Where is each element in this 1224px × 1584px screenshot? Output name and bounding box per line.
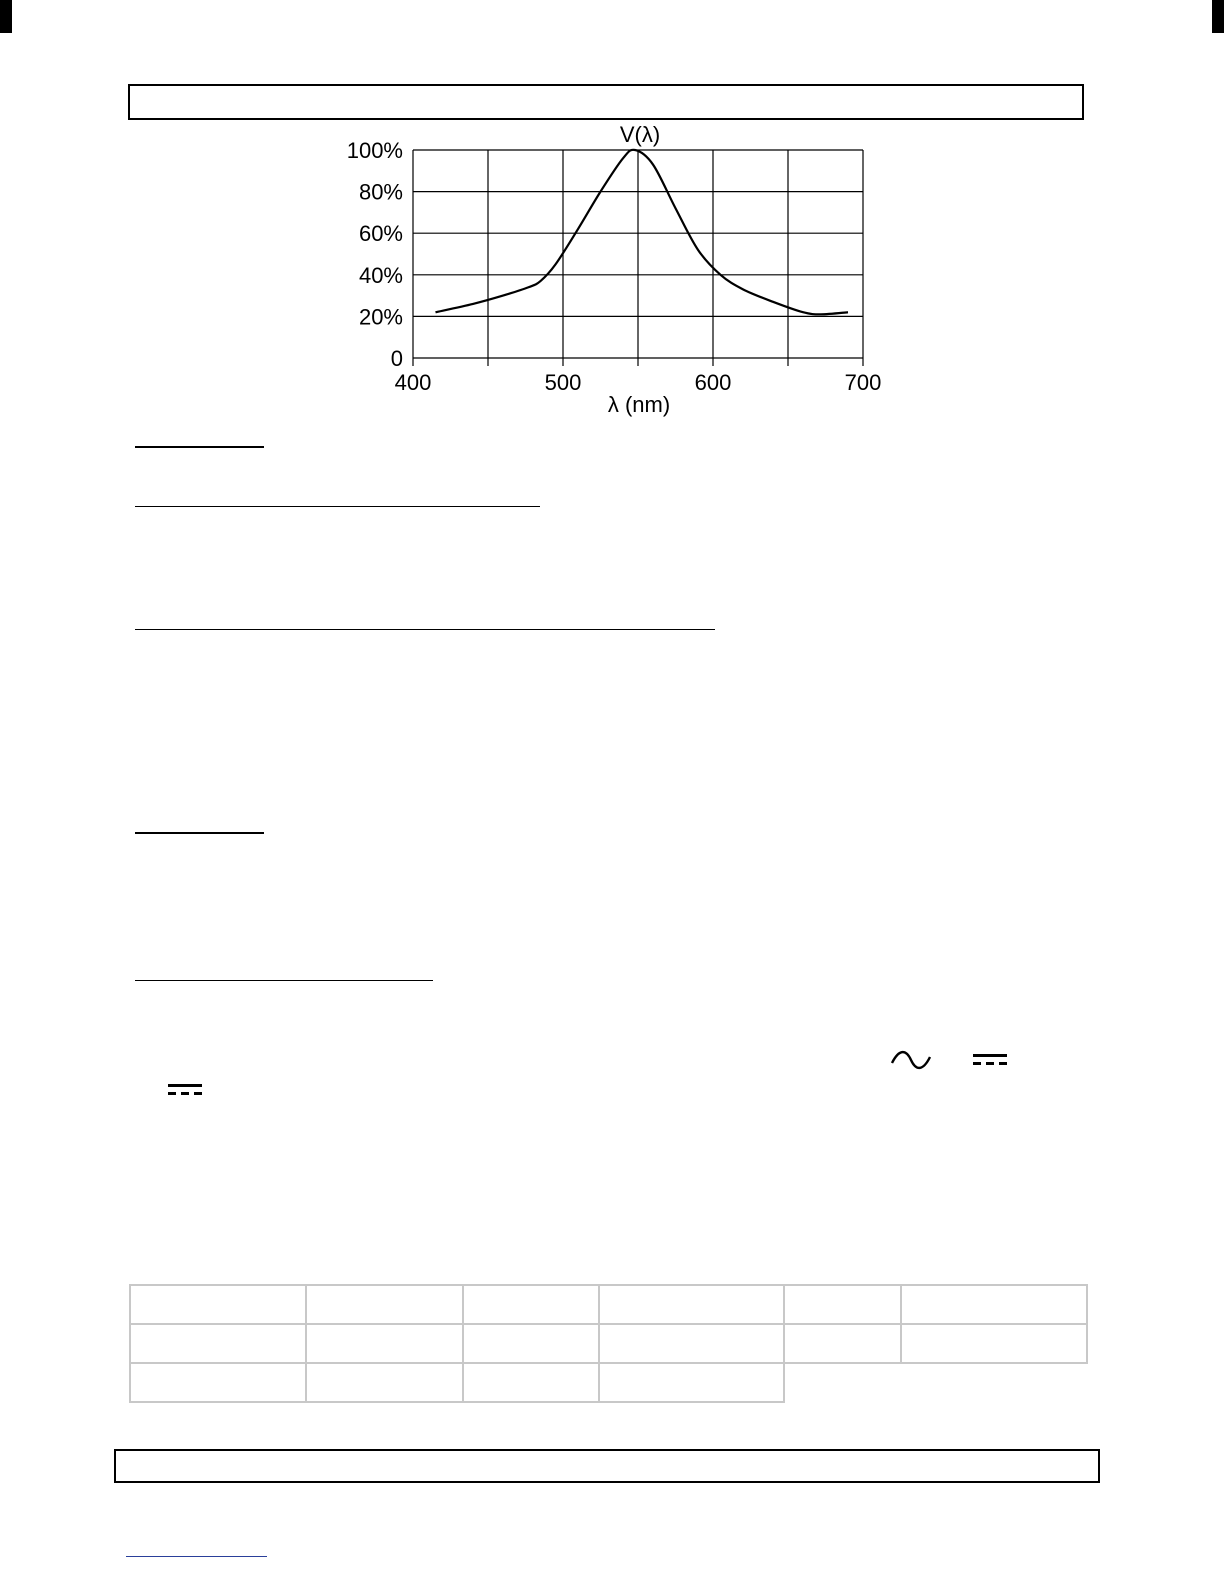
page-edge-marker-left (0, 0, 12, 33)
y-axis-tick-labels (347, 138, 403, 371)
table-row (130, 1285, 1087, 1324)
table-cell (784, 1285, 901, 1324)
table-cell (599, 1285, 784, 1324)
y-tick-label: 100% (346, 138, 403, 163)
specifications-table (129, 1284, 1088, 1403)
footer-link-underline[interactable] (126, 1556, 267, 1557)
table-cell (599, 1363, 784, 1402)
table-cell (463, 1324, 599, 1363)
section-heading-underline-1 (135, 446, 264, 448)
series-line-v-lambda (436, 150, 849, 315)
dc-symbol-icon (167, 1082, 203, 1098)
table-cell (463, 1285, 599, 1324)
page-footer-frame (114, 1449, 1100, 1483)
y-tick-label: 40% (358, 262, 403, 288)
page-header-frame (128, 84, 1084, 120)
table-cell (901, 1285, 1087, 1324)
page-edge-marker-right (1212, 0, 1224, 33)
x-tick-label: 600 (694, 370, 732, 395)
y-tick-label: 60% (358, 221, 403, 247)
table-cell (306, 1285, 463, 1324)
y-tick-label: 0 (390, 346, 403, 371)
table-cell (130, 1285, 306, 1324)
x-axis-label: λ (nm) (607, 392, 671, 417)
table-cell (463, 1363, 599, 1402)
y-tick-label: 20% (358, 304, 403, 330)
chart-title: V(λ) (619, 122, 661, 147)
section-heading-underline-2 (135, 832, 264, 834)
subsection-underline-2 (135, 629, 715, 630)
luminosity-curve-chart (300, 118, 900, 428)
table-cell (306, 1324, 463, 1363)
dc-symbol-icon (972, 1052, 1008, 1068)
table-cell (130, 1324, 306, 1363)
x-tick-label: 400 (394, 370, 432, 395)
table-row (130, 1363, 1087, 1402)
table-cell-blank (901, 1363, 1087, 1402)
subsection-underline-1 (135, 506, 540, 507)
ac-tilde-icon (888, 1047, 934, 1073)
table-cell (784, 1324, 901, 1363)
x-tick-label: 700 (844, 370, 882, 395)
subsection-underline-3 (135, 980, 433, 981)
table-cell (599, 1324, 784, 1363)
x-tick-label: 500 (544, 370, 582, 395)
table-cell (130, 1363, 306, 1402)
table-cell-blank (784, 1363, 901, 1402)
y-tick-label: 80% (358, 179, 403, 205)
table-cell (306, 1363, 463, 1402)
chart-grid (413, 150, 863, 366)
table-cell (901, 1324, 1087, 1363)
table-row (130, 1324, 1087, 1363)
